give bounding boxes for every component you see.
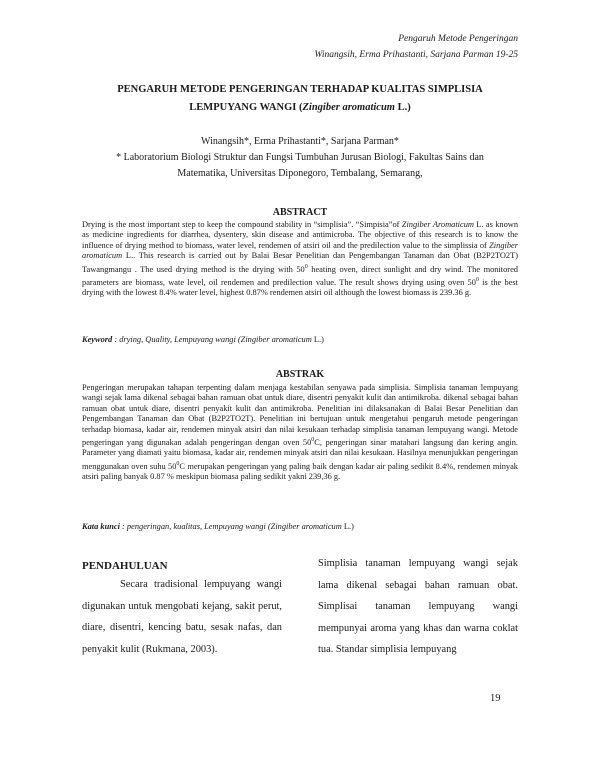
species-name: Zingiber aromaticum <box>302 102 395 113</box>
running-header-title: Pengaruh Metode Pengeringan <box>398 34 518 44</box>
abstract-heading: ABSTRACT <box>272 207 328 218</box>
paper-title-line2: LEMPUYANG WANGI (Zingiber aromaticum L.) <box>189 102 411 113</box>
affiliation-line2: Matematika, Universitas Diponegoro, Tembalang, Semarang, <box>177 168 423 179</box>
keywords-indonesian: Kata kunci : pengeringan, kualitas, Lempuyang wangi (Zingiber aromaticum L.) <box>82 522 354 531</box>
introduction-right-column: Simplisia tanaman lempuyang wangi sejak lama dikenal sebagai bahan ramuan obat. Simplisai tanaman lempuyang wangi mempunyai aroma yang khas dan warna coklat tua. Standar simplisia lempuyang <box>318 558 518 655</box>
paper-title-line1: PENGARUH METODE PENGERINGAN TERHADAP KUALITAS SIMPLISIA <box>117 84 483 95</box>
keywords-english: Keyword : drying, Quality, Lempuyang wangi (Zingiber aromaticum L.) <box>82 335 324 344</box>
abstract-indonesian-body: Pengeringan merupakan tahapan terpenting dalam menjaga kestabilan senyawa pada simplisia. Simplisia tanaman lempuyang wangi sejak lama dikenal sebagai bahan ramuan obat untuk diare, disentri penyakit kulit dan antimikroba. dikenal sebagai bahan ramuan obat untuk diare, disentri penyakit kulit dan antimikroba. Penelitian ini dilaksanakan di Balai Besar Penelitian dan Pengembangan Tanaman dan Obat (B2P2TO2T). Penelitian ini bertujuan untuk mengetahui pengaruh metode pengeringan terhadap biomasa, kadar air, rendemen minyak atsiri dan nilai kesukaan terhadap simplisia tanaman lempuyang wangi. Metode pengeringan yang digunakan adalah pengeringan dengan oven $50^0C$, pengeringan sinar matahari langsung dan kering angin. Parameter yang diamati yaitu biomasa, kadar air, rendemen minyak atsiri dan nilai kesukaan. Hasilnya menunjukkan pengeringan menggunakan oven suhu $50^0C$ merupakan pengeringan yang paling baik dengan kadar air paling sedikit 8.4%, rendemen minyak atsiri paling banyak 0.87 % meskipun biomasa paling sedikit yakni 239,36 g. <box>82 383 518 481</box>
running-header-authors: Winangsih, Erma Prihastanti, Sarjana Parman 19-25 <box>314 50 518 60</box>
abstract-english-body: Drying is the most important step to keep the compound stability in “simplisia”. “Simpisia”of Zingiber Aromaticum L. as known as medicine ingredients for diarrhea, dysentery, skin disease and antimicroba. The objective of this research is to know the influence of drying method to biomass, water level, rendemen of atsiri oil and the predilection value to the simplissia of Zingiber aromaticum L.. This research is carried out by Balai Besar Penelitian dan Pengembangan Tanaman dan Obat (B2P2TO2T) Tawangmangu . The used drying method is the drying with $50^0$ heating oven, direct sunlight and dry wind. The monitored parameters are biomass, wate level, oil rendemen and predilection value. The result shows drying using oven $50^0$ is the best drying with the lowest 8.4% water level, highest 0.87% rendemen atsiri oil although the lowest biomass is 239.36 g. <box>82 220 519 298</box>
abstrak-heading: ABSTRAK <box>275 369 325 380</box>
affiliation-line1: * Laboratorium Biologi Struktur dan Fungsi Tumbuhan Jurusan Biologi, Fakultas Sains dan <box>116 152 484 163</box>
author-list: Winangsih*, Erma Prihastanti*, Sarjana Parman* <box>201 136 399 147</box>
section-heading-introduction: PENDAHULUAN <box>82 560 168 572</box>
introduction-left-column: Secara tradisional lempuyang wangi digunakan untuk mengobati kejang, sakit perut, diare, disentri, kencing batu, sesak nafas, dan penyakit kulit (Rukmana, 2003). <box>82 579 282 655</box>
page-number: 19 <box>490 693 501 704</box>
